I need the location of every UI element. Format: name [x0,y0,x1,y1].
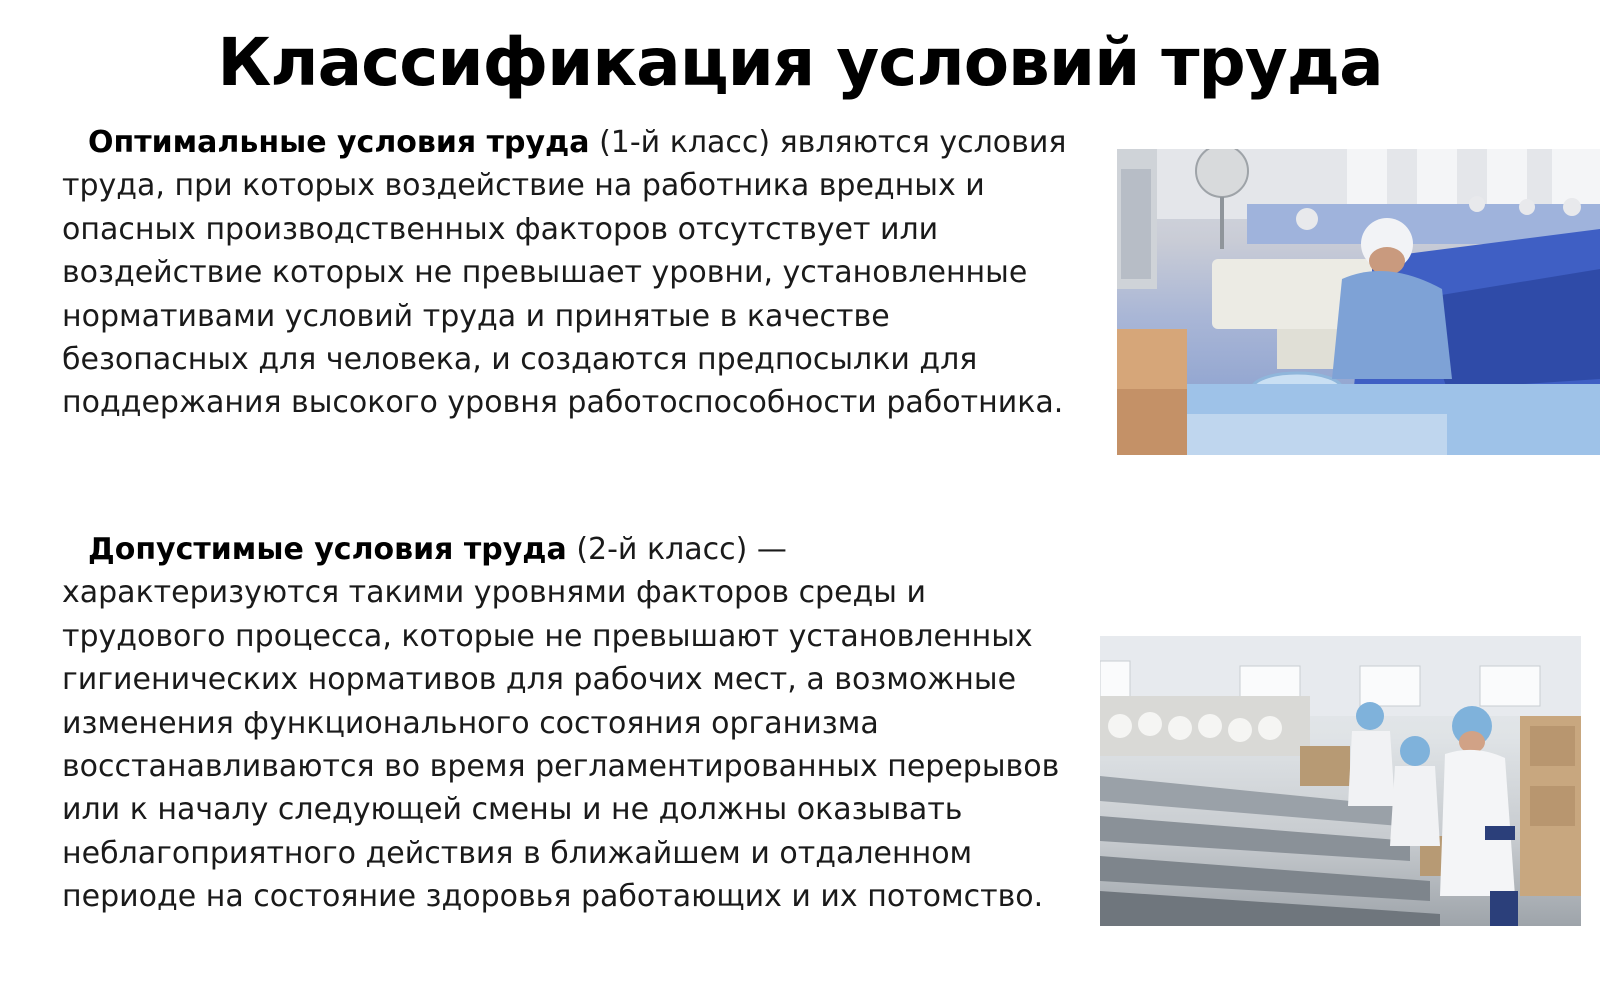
page-title: Классификация условий труда [217,24,1383,101]
sewing-workshop-photo [1117,149,1600,455]
egg-sorting-photo [1100,636,1581,926]
section-permissible-text: (2-й класс) — характеризуются такими уровнями факторов среды и трудового процесса, которые не превышают установленных гигиенических нормативов для рабочих мест, а возможные изменения функционального состояния организма восстанавливаются во время регламентированных перерывов или к началу следующей смены и не должны оказывать неблагоприятного действия в ближайшем и отдаленном периоде на состояние здоровья работающих и их потомство. [62,532,1060,915]
section-optimal [62,121,1072,425]
section-permissible [62,528,1072,919]
section-permissible-term: Допустимые условия труда [88,532,567,567]
section-optimal-term: Оптимальные условия труда [88,125,590,160]
section-optimal-text: (1-й класс) являются условия труда, при которых воздействие на работника вредных и опасных производственных факторов отсутствует или воздействие которых не превышает уровни, установленные нормативами условий труда и принятые в качестве безопасных для человека, и создаются предпосылки для поддержания высокого уровня работоспособности работника. [62,125,1067,421]
